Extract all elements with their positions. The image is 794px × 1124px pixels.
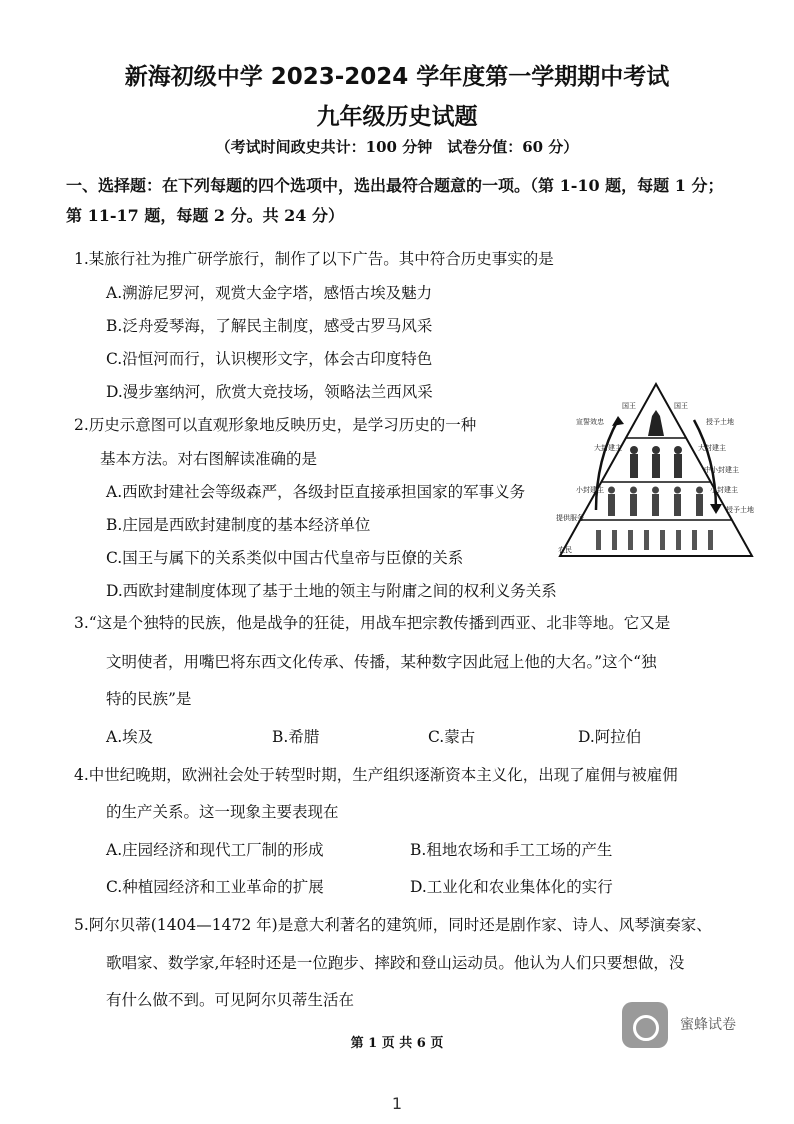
fig-label-service: 提供服务 xyxy=(556,514,584,522)
exam-info: （考试时间政史共计：100 分钟 试卷分值：60 分） xyxy=(215,138,579,156)
q2-option-a: A.西欧封建社会等级森严，各级封臣直接承担国家的军事义务 xyxy=(106,483,526,501)
fig-label-lord-right: 大封建主 xyxy=(698,444,726,452)
fig-label-king-right: 国王 xyxy=(674,402,688,410)
section-heading-line2: 第 11-17 题，每题 2 分。共 24 分） xyxy=(66,206,344,225)
feudal-pyramid-figure xyxy=(556,380,756,560)
q1-option-c: C.沿恒河而行，认识楔形文字，体会古印度特色 xyxy=(106,350,433,368)
q3-option-c: C.蒙古 xyxy=(428,728,476,746)
q2-stem-line1: 2.历史示意图可以直观形象地反映历史，是学习历史的一种 xyxy=(74,416,477,434)
exam-title: 新海初级中学 2023-2024 学年度第一学期期中考试 xyxy=(124,64,670,90)
q4-option-d: D.工业化和农业集体化的实行 xyxy=(410,878,613,896)
fig-label-oath: 宣誓效忠 xyxy=(576,418,604,426)
q2-stem-line2: 基本方法。对右图解读准确的是 xyxy=(100,450,318,468)
q5-stem-line3: 有什么做不到。可见阿尔贝蒂生活在 xyxy=(106,991,355,1009)
q1-option-b: B.泛舟爱琴海，了解民主制度，感受古罗马风采 xyxy=(106,317,433,335)
q4-stem-line1: 4.中世纪晚期，欧洲社会处于转型时期，生产组织逐渐资本主义化，出现了雇佣与被雇佣 xyxy=(74,766,678,784)
fig-label-grant-top: 授予土地 xyxy=(706,418,734,426)
q5-stem-line2: 歌唱家、数学家,年轻时还是一位跑步、摔跤和登山运动员。他认为人们只要想做，没 xyxy=(106,954,685,972)
fig-label-small-lord-right: 小封建主 xyxy=(710,486,738,494)
q3-option-d: D.阿拉伯 xyxy=(578,728,642,746)
section-heading-line1: 一、选择题：在下列每题的四个选项中，选出最符合题意的一项。（第 1-10 题，每题 1 分； xyxy=(66,176,724,195)
q3-stem-line2: 文明使者，用嘴巴将东西文化传承、传播，某种数字因此冠上他的大名。”这个“独 xyxy=(106,653,657,671)
fig-label-lord-left: 大封建主 xyxy=(594,444,622,452)
q2-option-b: B.庄园是西欧封建制度的基本经济单位 xyxy=(106,516,371,534)
fig-label-small-lord-left: 小封建主 xyxy=(576,486,604,494)
fig-label-peasant: 农民 xyxy=(558,546,572,554)
fig-label-grant-bottom: 授予土地 xyxy=(726,506,754,514)
pyramid-diagram xyxy=(556,380,756,560)
q3-stem-line3: 特的民族”是 xyxy=(106,690,192,708)
q1-stem: 1.某旅行社为推广研学旅行，制作了以下广告。其中符合历史事实的是 xyxy=(74,250,554,268)
q3-option-b: B.希腊 xyxy=(272,728,320,746)
fig-label-mid-lord: 中小封建主 xyxy=(704,466,739,474)
q3-stem-line1: 3.“这是个独特的民族，他是战争的狂徒，用战车把宗教传播到西亚、北非等地。它又是 xyxy=(74,614,671,632)
watermark-text: 蜜蜂试卷 xyxy=(680,1017,736,1033)
page-number: 1 xyxy=(391,1094,403,1113)
q1-option-a: A.溯游尼罗河，观赏大金字塔，感悟古埃及魅力 xyxy=(106,284,433,302)
page-footer: 第 1 页 共 6 页 xyxy=(350,1036,444,1051)
q4-option-a: A.庄园经济和现代工厂制的形成 xyxy=(106,841,324,859)
q4-stem-line2: 的生产关系。这一现象主要表现在 xyxy=(106,803,339,821)
q1-option-d: D.漫步塞纳河，欣赏大竞技场，领略法兰西风采 xyxy=(106,383,433,401)
q5-stem-line1: 5.阿尔贝蒂(1404—1472 年)是意大利著名的建筑师，同时还是剧作家、诗人、风琴演奏家、 xyxy=(74,916,712,934)
exam-subtitle: 九年级历史试题 xyxy=(316,104,478,130)
q2-option-d: D.西欧封建制度体现了基于土地的领主与附庸之间的权利义务关系 xyxy=(106,582,557,600)
fig-label-king-left: 国王 xyxy=(622,402,636,410)
q4-option-c: C.种植园经济和工业革命的扩展 xyxy=(106,878,324,896)
q3-option-a: A.埃及 xyxy=(106,728,154,746)
q4-option-b: B.租地农场和手工工场的产生 xyxy=(410,841,613,859)
q2-option-c: C.国王与属下的关系类似中国古代皇帝与臣僚的关系 xyxy=(106,549,464,567)
